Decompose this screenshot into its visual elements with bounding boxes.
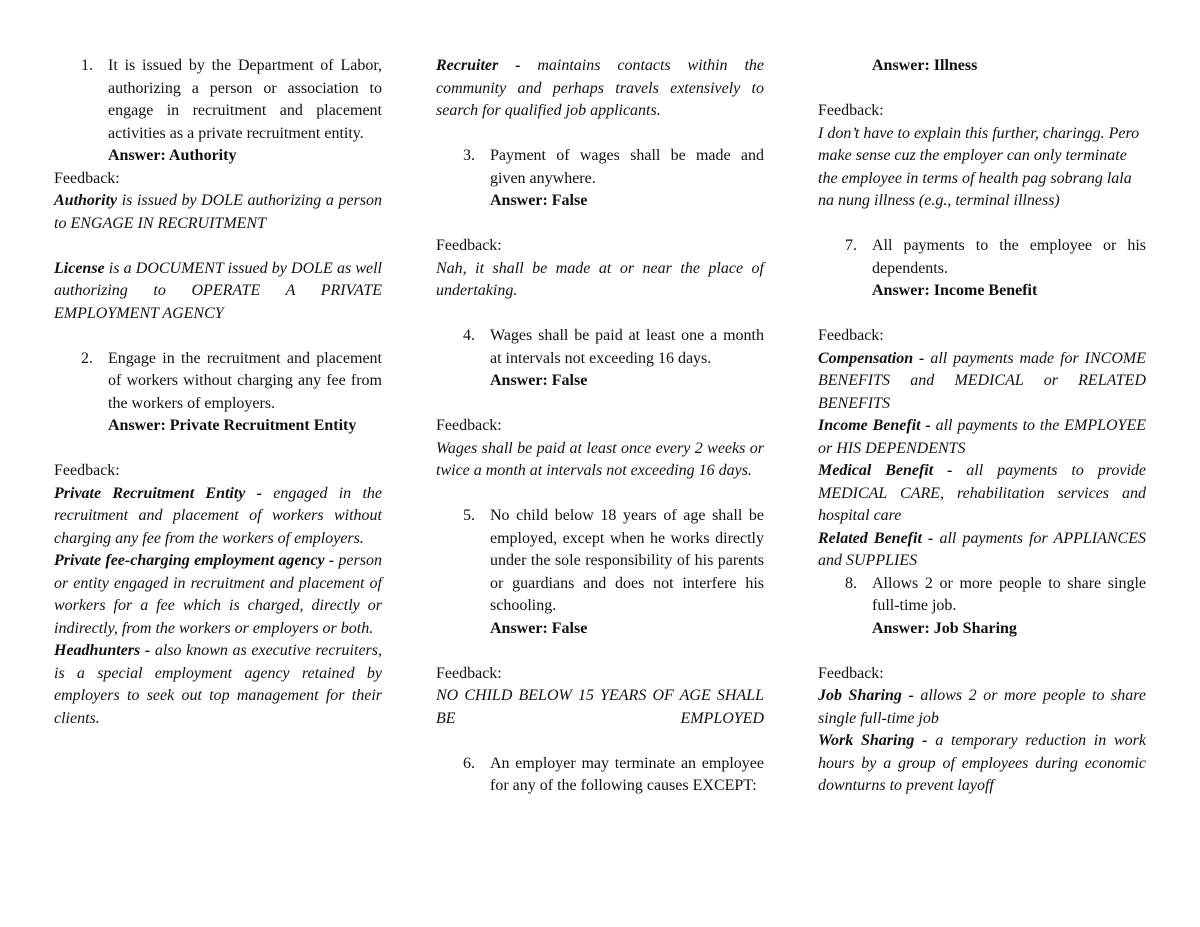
question-text: An employer may terminate an employee for any of the following causes EXCEPT: xyxy=(490,754,764,794)
feedback-label: Feedback: xyxy=(436,664,502,682)
question-text: Payment of wages shall be made and given anywhere. xyxy=(490,147,764,187)
term: License xyxy=(54,259,105,277)
feedback-5: NO CHILD BELOW 15 YEARS OF AGE SHALL BE EMPLOYED xyxy=(436,687,764,727)
feedback-label: Feedback: xyxy=(818,327,884,344)
question-number: 8. xyxy=(845,574,857,592)
feedback-7-compensation: Compensation - all payments made for INCOME BENEFITS and MEDICAL or RELATED BENEFITS xyxy=(818,349,1146,412)
term: Private Recruitment Entity - xyxy=(54,484,262,502)
feedback-8-work-sharing: Work Sharing - a temporary reduction in work hours by a group of employees during economic downturns to prevent layoff xyxy=(818,732,1146,794)
question-1 xyxy=(54,55,382,145)
question-number: 2. xyxy=(81,349,93,367)
term: Work Sharing - xyxy=(818,732,928,749)
term: Related Benefit - xyxy=(818,529,934,547)
question-number: 5. xyxy=(463,507,475,524)
question-number: 6. xyxy=(463,754,475,772)
question-7 xyxy=(818,235,1146,280)
feedback-2-private-recruitment: Private Recruitment Entity - engaged in the recruitment and placement of workers without charging any fee from the workers of employers. xyxy=(54,484,382,547)
feedback-label: Feedback: xyxy=(54,169,120,187)
answer-2: Answer: Private Recruitment Entity xyxy=(108,417,357,434)
answer-1: Answer: Authority xyxy=(108,147,237,164)
feedback-recruiter: Recruiter - maintains contacts within the community and perhaps travels extensively to search for qualified job applicants. xyxy=(436,57,764,119)
question-text: No child below 18 years of age shall be employed, except when he works directly under the sole responsibility of his parents or guardians and does not interfere his schooling. xyxy=(490,507,764,614)
feedback-6: I don’t have to explain this further, charingg. Pero make sense cuz the employer can only terminate the employee in terms of health pag sobrang lala na nung illness (e.g., terminal illness) xyxy=(818,124,1140,209)
term: Income Benefit - xyxy=(818,417,931,434)
column-1 xyxy=(54,55,382,730)
question-4 xyxy=(436,325,764,370)
term: Authority xyxy=(54,192,118,209)
column-3 xyxy=(818,55,1146,798)
question-text: Wages shall be paid at least one a month at intervals not exceeding 16 days. xyxy=(490,327,764,367)
question-text: All payments to the employee or his dependents. xyxy=(872,237,1146,277)
term: Headhunters - xyxy=(54,642,151,659)
answer-3: Answer: False xyxy=(490,192,588,209)
question-6 xyxy=(436,753,764,798)
answer-8: Answer: Job Sharing xyxy=(872,619,1017,637)
question-number: 3. xyxy=(463,147,475,164)
column-2 xyxy=(436,55,764,798)
answer-4: Answer: False xyxy=(490,372,588,389)
question-number: 4. xyxy=(463,327,475,344)
feedback-label: Feedback: xyxy=(436,237,502,254)
term: Recruiter - xyxy=(436,57,521,74)
term: Compensation - xyxy=(818,349,925,367)
feedback-label: Feedback: xyxy=(54,462,120,479)
feedback-2-headhunters: Headhunters - also known as executive recruiters, is a special employment agency retained by employers to seek out top management for their clients. xyxy=(54,642,382,727)
question-3 xyxy=(436,145,764,190)
feedback-1-license: License is a DOCUMENT issued by DOLE as well authorizing to OPERATE A PRIVATE EMPLOYMENT AGENCY xyxy=(54,259,382,322)
feedback-label: Feedback: xyxy=(818,102,884,119)
feedback-3: Nah, it shall be made at or near the place of undertaking. xyxy=(436,259,764,299)
question-number: 7. xyxy=(845,237,857,254)
question-number: 1. xyxy=(81,57,93,74)
question-5 xyxy=(436,505,764,618)
feedback-2-fee-charging: Private fee-charging employment agency - person or entity engaged in recruitment and placement of workers for a fee which is charged, directly or indirectly, from the workers or employers or both. xyxy=(54,552,382,637)
term: Private fee-charging employment agency - xyxy=(54,552,335,569)
answer-5: Answer: False xyxy=(490,619,588,637)
feedback-7-income-benefit: Income Benefit - all payments to the EMPLOYEE or HIS DEPENDENTS xyxy=(818,417,1147,457)
feedback-7-related-benefit: Related Benefit - all payments for APPLIANCES and SUPPLIES xyxy=(818,529,1146,569)
feedback-1-authority: Authority is issued by DOLE authorizing a person to ENGAGE IN RECRUITMENT xyxy=(54,192,382,232)
feedback-label: Feedback: xyxy=(436,417,502,434)
feedback-label: Feedback: xyxy=(818,664,884,682)
answer-6: Answer: Illness xyxy=(872,57,978,74)
question-8 xyxy=(818,573,1146,618)
question-text: Engage in the recruitment and placement of workers without charging any fee from the workers of employers. xyxy=(108,349,382,412)
question-2 xyxy=(54,348,382,416)
feedback-7-medical-benefit: Medical Benefit - all payments to provide MEDICAL CARE, rehabilitation services and hospital care xyxy=(818,462,1147,524)
question-text: It is issued by the Department of Labor, authorizing a person or association to engage in recruitment and placement activities as a private recruitment entity. xyxy=(108,57,382,142)
term: Medical Benefit - xyxy=(818,462,953,479)
feedback-4: Wages shall be paid at least once every 2 weeks or twice a month at intervals not exceeding 16 days. xyxy=(436,439,764,479)
term: Job Sharing - xyxy=(818,687,914,704)
feedback-8-job-sharing: Job Sharing - allows 2 or more people to share single full-time job xyxy=(818,687,1146,727)
question-text: Allows 2 or more people to share single full-time job. xyxy=(872,574,1146,614)
answer-7: Answer: Income Benefit xyxy=(872,282,1038,299)
